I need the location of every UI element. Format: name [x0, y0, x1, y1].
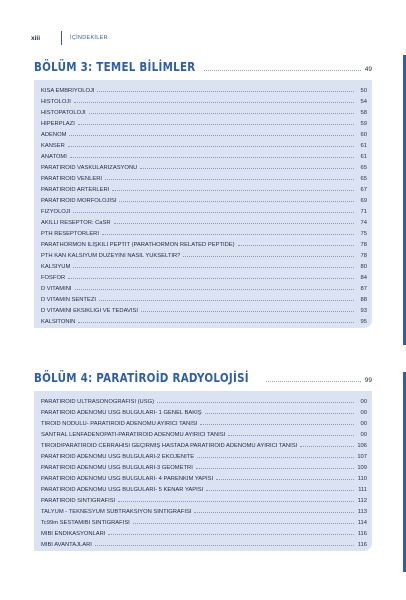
toc-entry[interactable]	[41, 427, 367, 438]
leader-dots	[300, 446, 354, 447]
toc-entry[interactable]	[41, 160, 367, 171]
toc-entry-title: SANTRAL LENFADENOPATİ-PARATİROİD ADENOMU AYIRICI TANISI	[41, 432, 226, 438]
running-title: İÇİNDEKİLER	[70, 35, 108, 41]
toc-entry-page: 65	[360, 176, 367, 182]
leader-dots	[74, 102, 354, 103]
toc-entry-title: PARATİROİD ADENOMU USG BULGULARI-2 EKOJENİTE	[41, 454, 195, 460]
leader-dots	[114, 223, 354, 224]
leader-dots	[216, 479, 354, 480]
section-4-title: BÖLÜM 4: PARATİROİD RADYOLOJİSİ	[34, 371, 249, 385]
leader-dots	[70, 157, 354, 158]
leader-dots	[69, 135, 354, 136]
toc-entry-page: 00	[360, 421, 367, 427]
toc-entry[interactable]	[41, 471, 367, 482]
toc-entry[interactable]	[41, 537, 367, 548]
toc-entry[interactable]	[41, 237, 367, 248]
toc-entry-page: 67	[360, 187, 367, 193]
leader-dots	[73, 267, 354, 268]
leader-dots	[238, 245, 354, 246]
toc-entry-title: PARATİROİD ARTERLERİ	[41, 187, 110, 193]
leader-dots	[89, 113, 354, 114]
toc-entry-title: PTH KAN KALSİYUM DÜZEYİNİ NASIL YÜKSELTİR?	[41, 253, 181, 259]
toc-entry-title: D VİTAMİNİ	[41, 286, 72, 292]
toc-entry-title: TİROİD/PARATİROİD CERRAHİSİ GEÇİRMİŞ HASTADA PARATİROİD ADENOMU AYIRICI TANISI	[41, 443, 298, 449]
leader-dots	[228, 435, 354, 436]
toc-entry-page: 61	[360, 143, 367, 149]
toc-entry-title: KISA EMBRİYOLOJİ	[41, 88, 95, 94]
leader-dots	[183, 256, 354, 257]
leader-dots	[108, 534, 354, 535]
leader-dots	[105, 179, 354, 180]
toc-entry-page: 107	[357, 454, 367, 460]
toc-entry-title: TİROİD NODÜLÜ- PARATİROİD ADENOMU AYIRICI TANISI	[41, 421, 198, 427]
leader-dots	[140, 168, 354, 169]
leader-dots	[78, 124, 354, 125]
toc-entry-page: 50	[360, 88, 367, 94]
toc-entry[interactable]	[41, 504, 367, 515]
toc-entry-page: 111	[358, 487, 367, 493]
toc-entry-page: 58	[360, 110, 367, 116]
toc-entry-title: D VİTAMİNİ EKSİKLİĞİ VE TEDAVİSİ	[41, 308, 138, 314]
toc-entry-page: 88	[360, 297, 367, 303]
toc-entry-page: 116	[357, 531, 367, 537]
toc-entry-page: 87	[360, 286, 367, 292]
leader-dots	[204, 70, 361, 71]
toc-entry-page: 75	[360, 231, 367, 237]
leader-dots	[133, 523, 354, 524]
toc-entry[interactable]	[41, 149, 367, 160]
leader-dots	[266, 381, 361, 382]
leader-dots	[112, 190, 354, 191]
toc-entry[interactable]	[41, 138, 367, 149]
toc-entry[interactable]	[41, 449, 367, 460]
toc-entry-page: 74	[360, 220, 367, 226]
toc-entry-page: 00	[360, 399, 367, 405]
toc-entry[interactable]	[41, 83, 367, 94]
toc-entry-page: 116	[357, 542, 367, 548]
toc-entry[interactable]	[41, 127, 367, 138]
toc-entry-title: FOSFOR	[41, 275, 66, 281]
toc-entry-page: 65	[360, 165, 367, 171]
toc-entry-page: 69	[360, 198, 367, 204]
toc-entry[interactable]	[41, 281, 367, 292]
toc-entry-page: 00	[360, 432, 367, 438]
toc-entry-title: KALSİYUM	[41, 264, 71, 270]
section-4-entries	[34, 391, 372, 551]
leader-dots	[97, 91, 354, 92]
toc-entry-page: 54	[360, 99, 367, 105]
toc-entry[interactable]	[41, 270, 367, 281]
toc-entry-title: PARATİROİD ADENOMU USG BULGULARI- 4 PARENKİM YAPISI	[41, 476, 214, 482]
toc-entry-page: 84	[360, 275, 367, 281]
section-4	[34, 369, 372, 551]
toc-entry-page: 109	[357, 465, 367, 471]
toc-entry-title: PARATİROİD ADENOMU USG BULGULARI-3 GEOMETRİ	[41, 465, 193, 471]
section-3-title: BÖLÜM 3: TEMEL BİLİMLER	[34, 60, 196, 74]
toc-entry[interactable]	[41, 116, 367, 127]
header-divider	[61, 31, 62, 45]
toc-entry-title: AKILLI RESEPTÖR: CaSR	[41, 220, 111, 226]
toc-entry-title: PARATHORMON İLİŞKİLİ PEPTİT (PARATHORMON RELATED PEPTIDE)	[41, 242, 235, 248]
toc-entry-title: HİSTOLOJİ	[41, 99, 71, 105]
toc-entry-page: 112	[357, 498, 367, 504]
toc-entry-title: FİZYOLOJİ	[41, 209, 71, 215]
toc-entry[interactable]	[41, 394, 367, 405]
leader-dots	[194, 512, 354, 513]
toc-entry[interactable]	[41, 259, 367, 270]
toc-entry-title: D VİTAMİN SENTEZİ	[41, 297, 96, 303]
leader-dots	[118, 501, 354, 502]
toc-entry-title: KALSİTONİN	[41, 319, 76, 325]
toc-entry-page: 00	[360, 410, 367, 416]
section-3	[34, 58, 372, 328]
toc-entry[interactable]	[41, 405, 367, 416]
toc-entry-page: 78	[360, 242, 367, 248]
toc-entry[interactable]	[41, 460, 367, 471]
toc-entry-title: MİBİ AVANTAJLARI	[41, 542, 92, 548]
toc-entry-title: HİPERPLAZİ	[41, 121, 75, 127]
section-4-heading[interactable]	[34, 369, 372, 385]
toc-entry-page: 59	[360, 121, 367, 127]
toc-entry-page: 71	[360, 209, 367, 215]
toc-entry-page: 80	[360, 264, 367, 270]
toc-entry-page: 114	[357, 520, 367, 526]
leader-dots	[78, 322, 354, 323]
leader-dots	[196, 468, 354, 469]
toc-entry[interactable]	[41, 493, 367, 504]
page-header	[31, 31, 108, 45]
section-3-entries	[34, 80, 372, 328]
leader-dots	[197, 457, 354, 458]
toc-entry-title: PARATİROİD ADENOMU USG BULGULARI- 1 GENEL BAKIŞ	[41, 410, 202, 416]
toc-entry-title: MİBİ ENDİKASYONLARI	[41, 531, 106, 537]
section-4-page: 99	[364, 377, 372, 384]
toc-entry-page: 106	[357, 443, 367, 449]
toc-entry-title: PARATİROİD ULTRASONOGRAFİSİ (USG)	[41, 399, 155, 405]
leader-dots	[102, 234, 354, 235]
toc-entry[interactable]	[41, 193, 367, 204]
leader-dots	[95, 545, 354, 546]
toc-entry[interactable]	[41, 182, 367, 193]
toc-entry[interactable]	[41, 303, 367, 314]
leader-dots	[141, 311, 354, 312]
toc-entry-title: ANATOMİ	[41, 154, 67, 160]
leader-dots	[119, 201, 354, 202]
toc-entry-page: 110	[357, 476, 367, 482]
leader-dots	[157, 402, 354, 403]
toc-entry[interactable]	[41, 94, 367, 105]
leader-dots	[99, 300, 354, 301]
leader-dots	[205, 413, 354, 414]
toc-entry-page: 95	[360, 319, 367, 325]
toc-entry[interactable]	[41, 215, 367, 226]
toc-entry[interactable]	[41, 482, 367, 493]
leader-dots	[75, 289, 355, 290]
toc-entry[interactable]	[41, 226, 367, 237]
toc-entry[interactable]	[41, 171, 367, 182]
toc-entry[interactable]	[41, 248, 367, 259]
toc-entry-title: TALYUM - TEKNESYUM SUBTRAKSİYON SİNTİGRAFİSİ	[41, 509, 192, 515]
toc-entry[interactable]	[41, 105, 367, 116]
toc-entry-title: Tc99m SESTAMİBİ SİNTİGRAFİSİ	[41, 520, 130, 526]
toc-entry-title: KANSER	[41, 143, 65, 149]
toc-entry-page: 60	[360, 132, 367, 138]
toc-entry-page: 61	[360, 154, 367, 160]
toc-entry[interactable]	[41, 438, 367, 449]
toc-entry[interactable]	[41, 292, 367, 303]
toc-entry-page: 113	[357, 509, 367, 515]
toc-entry-title: HİSTOPATOLOJİ	[41, 110, 86, 116]
toc-entry-title: PTH RESEPTÖRLERİ	[41, 231, 99, 237]
toc-entry-title: PARATİROİD VASKÜLARİZASYONU	[41, 165, 138, 171]
leader-dots	[68, 278, 354, 279]
page-number: xiii	[31, 34, 41, 42]
toc-entry[interactable]	[41, 515, 367, 526]
toc-entry[interactable]	[41, 314, 367, 325]
toc-entry-title: PARATİROİD VENLERİ	[41, 176, 102, 182]
toc-entry[interactable]	[41, 416, 367, 427]
leader-dots	[73, 212, 354, 213]
section-3-heading[interactable]	[34, 58, 372, 74]
leader-dots	[68, 146, 354, 147]
section-3-page: 49	[364, 66, 372, 73]
toc-entry[interactable]	[41, 204, 367, 215]
toc-entry-page: 93	[360, 308, 367, 314]
toc-entry[interactable]	[41, 526, 367, 537]
leader-dots	[206, 490, 354, 491]
toc-entry-title: PARATİROİD MORFOLOJİSİ	[41, 198, 117, 204]
toc-entry-page: 78	[360, 253, 367, 259]
toc-entry-title: ADENOM	[41, 132, 67, 138]
leader-dots	[200, 424, 354, 425]
toc-entry-title: PARATİROİD ADENOMU USG BULGULARI- 5 KENAR YAPISI	[41, 487, 204, 493]
toc-entry-title: PARATİROİD SİNTİGRAFİSİ	[41, 498, 116, 504]
